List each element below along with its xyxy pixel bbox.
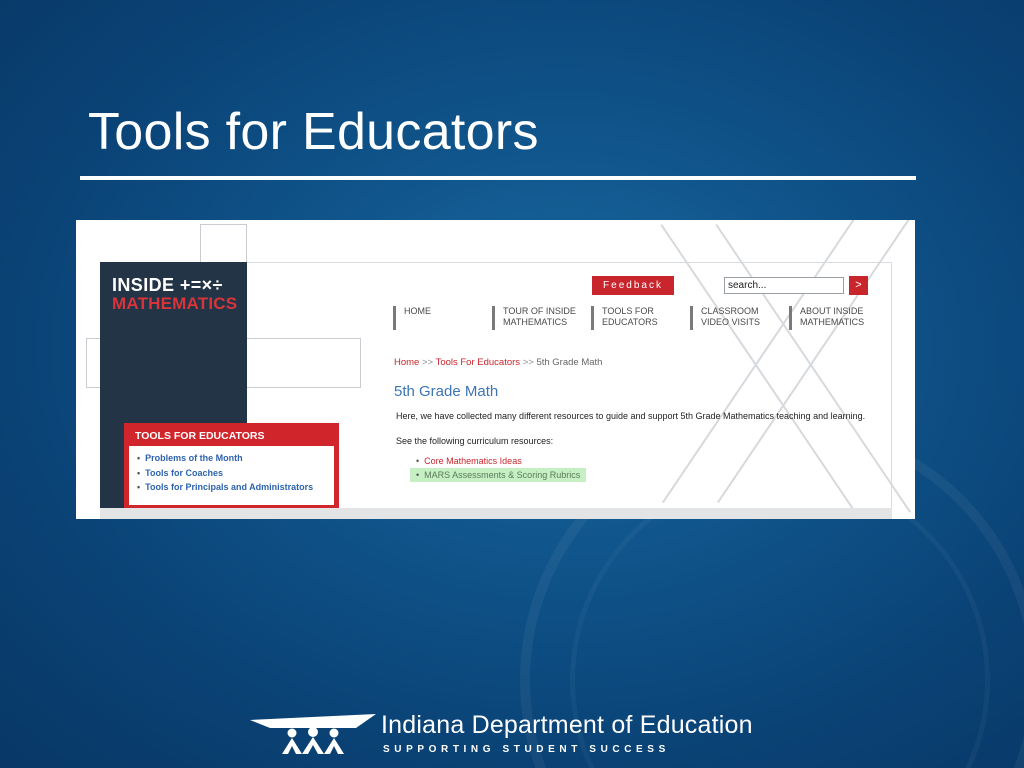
search-submit-button[interactable]: >	[849, 276, 868, 295]
tools-link-coaches[interactable]	[137, 466, 334, 481]
nav-classroom-video-visits[interactable]	[690, 306, 760, 330]
tools-panel-list	[129, 446, 334, 495]
nav-label: MATHEMATICS	[800, 317, 865, 327]
breadcrumb-separator: >>	[522, 357, 534, 368]
nav-about-inside-mathematics[interactable]	[789, 306, 864, 330]
resource-link-core-ideas[interactable]	[416, 456, 522, 466]
resource-label: MARS Assessments & Scoring Rubrics	[424, 470, 581, 480]
breadcrumb	[394, 357, 602, 368]
page-heading: 5th Grade Math	[394, 383, 499, 400]
title-divider	[80, 176, 916, 180]
tools-link-principals-administrators[interactable]	[137, 480, 334, 495]
tools-link-label: Tools for Principals and Administrators	[145, 482, 314, 492]
tools-link-problems-of-the-month[interactable]	[137, 451, 334, 466]
breadcrumb-home-link[interactable]: Home	[394, 357, 420, 368]
bullet-icon: •	[137, 467, 141, 478]
nav-label: ABOUT INSIDE	[800, 306, 864, 316]
slide-title: Tools for Educators	[88, 103, 539, 161]
website-screenshot	[76, 220, 915, 519]
tools-for-educators-panel	[124, 423, 339, 510]
resource-link-mars-assessments[interactable]	[410, 468, 586, 482]
tools-link-label: Problems of the Month	[145, 453, 243, 463]
organization-tagline: SUPPORTING STUDENT SUCCESS	[383, 744, 670, 755]
nav-tour-of-inside-mathematics[interactable]	[492, 306, 576, 330]
breadcrumb-tools-link[interactable]: Tools For Educators	[435, 357, 521, 368]
breadcrumb-separator: >>	[421, 357, 434, 368]
feedback-button[interactable]: Feedback	[592, 276, 674, 295]
resources-intro: See the following curriculum resources:	[396, 436, 554, 446]
bullet-icon: •	[416, 470, 420, 480]
breadcrumb-current: 5th Grade Math	[536, 357, 603, 368]
tools-link-label: Tools for Coaches	[145, 467, 224, 478]
graduation-cap-logo-icon	[248, 705, 384, 755]
site-logo-subtitle[interactable]: MATHEMATICS	[112, 294, 238, 313]
bullet-icon: •	[137, 482, 141, 492]
nav-home[interactable]	[393, 306, 431, 330]
site-logo[interactable]: INSIDE +=×÷	[112, 275, 223, 295]
nav-label: TOUR OF INSIDE	[503, 306, 576, 316]
nav-label: CLASSROOM	[701, 306, 759, 316]
nav-label: MATHEMATICS	[503, 317, 568, 327]
footer-branding	[248, 705, 808, 760]
site-footer-strip	[100, 508, 892, 519]
nav-label: TOOLS FOR	[602, 306, 654, 316]
tools-panel-heading: TOOLS FOR EDUCATORS	[129, 428, 334, 446]
nav-label: VIDEO VISITS	[701, 317, 761, 327]
resource-label: Core Mathematics Ideas	[424, 456, 522, 466]
nav-label: EDUCATORS	[602, 317, 658, 327]
nav-label: HOME	[404, 306, 431, 316]
organization-name: Indiana Department of Education	[381, 711, 753, 739]
nav-tools-for-educators[interactable]	[591, 306, 658, 330]
intro-text: Here, we have collected many different resources to guide and support 5th Grade Mathematics teaching and learning.	[396, 411, 866, 421]
bullet-icon: •	[137, 453, 141, 463]
bullet-icon: •	[416, 456, 420, 466]
search-input[interactable]	[724, 277, 844, 294]
